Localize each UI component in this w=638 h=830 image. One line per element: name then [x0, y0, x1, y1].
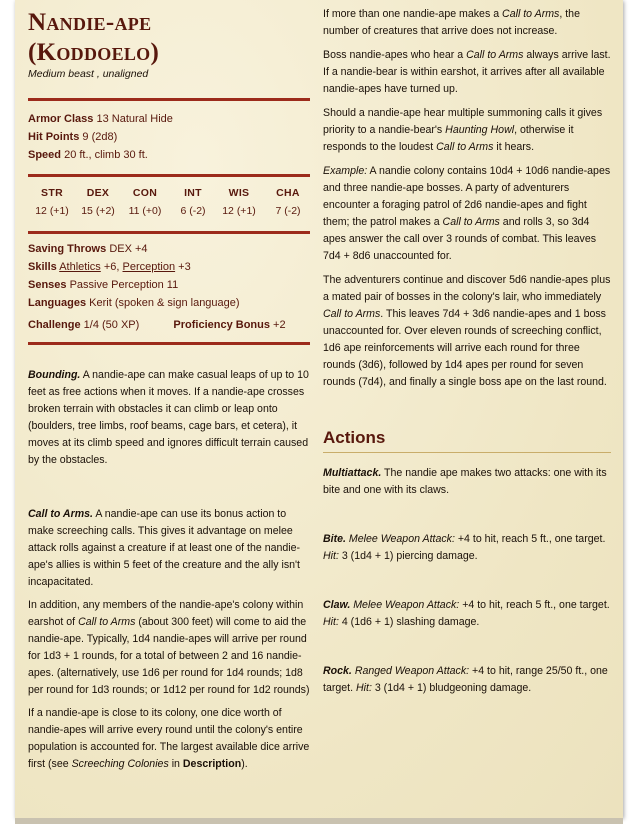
- armor-class-label: Armor Class: [28, 113, 94, 125]
- hear-text-a: Should a nandie-ape hear multiple summoning calls it gives priority to a nandie-bear's: [323, 107, 603, 136]
- speed-label: Speed: [28, 149, 62, 161]
- colony-italic: Screeching Colonies: [71, 758, 169, 770]
- ability-score: 6 (-2): [180, 205, 206, 217]
- languages-label: Languages: [28, 297, 87, 309]
- monster-subtitle: Medium beast , unaligned: [28, 68, 149, 80]
- bite-type: Melee Weapon Attack:: [348, 533, 455, 545]
- skill-athletics-bonus: +6,: [103, 261, 120, 273]
- secondary-stats: [28, 240, 310, 334]
- trait-bounding: [28, 367, 310, 469]
- claw-text-1: +4 to hit, reach 5 ft., one target.: [462, 599, 610, 611]
- ability-label: INT: [184, 187, 202, 199]
- proficiency-label: Proficiency Bonus: [173, 319, 270, 331]
- languages-value: Kerit (spoken & sign language): [89, 297, 240, 309]
- trait-hear: [323, 105, 611, 156]
- boss-text-b: always arrive last. If a nandie-bear is within earshot, it arrives after all available nandie-apes have turned up.: [323, 49, 611, 95]
- divider: [28, 342, 310, 345]
- continue-text-a: The adventurers continue and discover 5d6 nandie-apes plus a mated pair of bosses in the colony's lair, who immediately: [323, 274, 611, 303]
- addition-text-b: (about 300 feet) will come to aid the nandie-ape. Typically, 1d4 nandie-apes will arrive per round for 1d3 + 1 rounds, for a total of between 2 and 16 nandie-apes. (alternatively, use 1d6 per round for 1d4 rounds; 1d8 per round for 1d3 rounds; or 1d12 per round for 1d2 rounds): [28, 616, 310, 696]
- challenge-value: 1/4 (50 XP): [83, 319, 140, 331]
- multiattack-text: The nandie ape makes two attacks: one with its bite and one with its claws.: [323, 467, 607, 496]
- ability-label: CON: [132, 187, 158, 199]
- skills-label: Skills: [28, 261, 57, 273]
- languages: [28, 294, 310, 312]
- right-column: [323, 6, 611, 697]
- actions-heading: Actions: [323, 428, 386, 447]
- senses-value: Passive Perception 11: [69, 279, 179, 291]
- rock-hit: Hit:: [356, 682, 372, 694]
- ability-label: DEX: [86, 187, 110, 199]
- ability-label: CHA: [276, 187, 300, 199]
- skill-perception-bonus: +3: [178, 261, 191, 273]
- claw-text-2: 4 (1d6 + 1) slashing damage.: [341, 616, 480, 628]
- boss-text-a: Boss nandie-apes who hear a: [323, 49, 464, 61]
- hear-italic-1: Haunting Howl: [445, 124, 515, 136]
- monster-name-line1: Nandie-ape: [28, 9, 152, 36]
- ability-score: 15 (+2): [81, 205, 115, 217]
- colony-text-b: in: [171, 758, 180, 770]
- armor-class: [28, 110, 310, 128]
- claw-type: Melee Weapon Attack:: [353, 599, 460, 611]
- example-italic-2: Call to Arms: [442, 216, 500, 228]
- ability-score: 11 (+0): [128, 205, 162, 217]
- divider: [28, 98, 310, 101]
- boss-italic: Call to Arms: [466, 49, 524, 61]
- trait-boss: [323, 47, 611, 98]
- hit-points-value: 9 (2d8): [82, 131, 118, 143]
- multi-text-b: , the number of creatures that arrive does not increase.: [323, 8, 580, 37]
- skill-athletics-link[interactable]: Athletics: [59, 261, 101, 273]
- divider: [28, 231, 310, 234]
- core-stats: [28, 110, 310, 164]
- rock-text-1: +4 to hit, range 25/50 ft., one target.: [323, 665, 608, 694]
- bite-text-1: +4 to hit, reach 5 ft., one target.: [457, 533, 606, 545]
- left-column: [28, 6, 310, 773]
- colony-description-link[interactable]: Description: [182, 758, 242, 770]
- trait-multiple: [323, 6, 611, 40]
- claw-name: Claw.: [323, 599, 351, 611]
- bite-text-2: 3 (1d4 + 1) piercing damage.: [341, 550, 478, 562]
- saving-throws-value: DEX +4: [109, 243, 148, 255]
- example-italic-1: Example:: [323, 165, 368, 177]
- senses-label: Senses: [28, 279, 67, 291]
- action-claw: [323, 597, 611, 631]
- senses: [28, 276, 310, 294]
- claw-hit: Hit:: [323, 616, 339, 628]
- skill-perception-link[interactable]: Perception: [122, 261, 176, 273]
- statblock-page: [15, 0, 623, 818]
- hear-text-c: it hears.: [496, 141, 535, 153]
- proficiency-value: +2: [273, 319, 286, 331]
- trait-call-to-arms: [28, 506, 310, 591]
- challenge-row: [28, 316, 310, 334]
- trait-bounding-text: A nandie-ape can make casual leaps of up to 10 feet as free actions when it moves. If a nandie-ape crosses broken terrain with obstacles it can climb or leap onto (boulders, tree limbs, roof beams, cage bars, et cetera), it moves at its climb speed and ignores difficult terrain caused by the obstacles.: [28, 369, 309, 466]
- skills: [28, 258, 310, 276]
- monster-name: [28, 8, 310, 68]
- ability-score: 12 (+1): [35, 205, 69, 217]
- ability-scores: [28, 177, 310, 225]
- ability-score: 7 (-2): [275, 205, 301, 217]
- saving-throws: [28, 240, 310, 258]
- ability-label: WIS: [228, 187, 250, 199]
- continue-italic: Call to Arms: [323, 308, 381, 320]
- colony-text-a: If a nandie-ape is close to its colony, one dice worth of nandie-apes will arrive every round until the colony's entire population is accounted for. The largest available dice arrive first (see: [28, 707, 310, 770]
- speed: [28, 146, 310, 164]
- bite-name: Bite.: [323, 533, 346, 545]
- trait-call-name: Call to Arms.: [28, 508, 93, 520]
- armor-class-value: 13 Natural Hide: [96, 113, 173, 125]
- colony-end: ).: [241, 758, 248, 770]
- trait-continue: [323, 272, 611, 391]
- example-text-b: and rolls 3, so 3d4 apes answer the call over 3 rounds of combat. This leaves 7d4 + 8d6 unaccounted for.: [323, 216, 597, 262]
- hit-points-label: Hit Points: [28, 131, 80, 143]
- action-rock: [323, 663, 611, 697]
- trait-call-text: A nandie-ape can use its bonus action to make screeching calls. This gives it advantage on melee attack rolls against a creature if at least one of the nandie-ape's allies is within 5 feet of the creature and the ally isn't incapacitated.: [28, 508, 301, 588]
- addition-italic: Call to Arms: [78, 616, 136, 628]
- challenge-label: Challenge: [28, 319, 81, 331]
- rock-text-2: 3 (1d4 + 1) bludgeoning damage.: [374, 682, 532, 694]
- multi-italic: Call to Arms: [502, 8, 560, 20]
- continue-text-b: . This leaves 7d4 + 3d6 nandie-apes and 1 boss unaccounted for. Over eleven rounds of screeching conflict, 1d6 ape reinforcements will arrive each round for three rounds (3d6), followed by 1d4 apes per round for seven rounds (7d4), and finally a single boss ape on the last round.: [323, 308, 607, 388]
- action-bite: [323, 531, 611, 565]
- hit-points: [28, 128, 310, 146]
- multi-text-a: If more than one nandie-ape makes a: [323, 8, 500, 20]
- multiattack-name: Multiattack.: [323, 467, 382, 479]
- example-text-a: A nandie colony contains 10d4 + 10d6 nandie-apes and three nandie-ape bosses. A party of adventurers encounter a foraging patrol of 2d6 nandie-apes and fight them; the patrol makes a: [323, 165, 611, 228]
- hear-text-b: , otherwise it responds to the loudest: [323, 124, 574, 153]
- saving-throws-label: Saving Throws: [28, 243, 107, 255]
- actions-section: [323, 427, 611, 697]
- ability-label: STR: [41, 187, 63, 199]
- trait-colony: [28, 705, 310, 773]
- trait-example: [323, 163, 611, 265]
- action-multiattack: [323, 465, 611, 499]
- rock-name: Rock.: [323, 665, 352, 677]
- ability-score: 12 (+1): [222, 205, 256, 217]
- actions-divider: [323, 452, 611, 453]
- trait-bounding-name: Bounding.: [28, 369, 81, 381]
- monster-name-line2: (Koddoelo): [28, 39, 160, 66]
- trait-addition: [28, 597, 310, 699]
- bite-hit: Hit:: [323, 550, 339, 562]
- hear-italic-2: Call to Arms: [436, 141, 494, 153]
- speed-value: 20 ft., climb 30 ft.: [64, 149, 148, 161]
- addition-text-a: In addition, any members of the nandie-ape's colony within earshot of: [28, 599, 304, 628]
- rock-type: Ranged Weapon Attack:: [354, 665, 470, 677]
